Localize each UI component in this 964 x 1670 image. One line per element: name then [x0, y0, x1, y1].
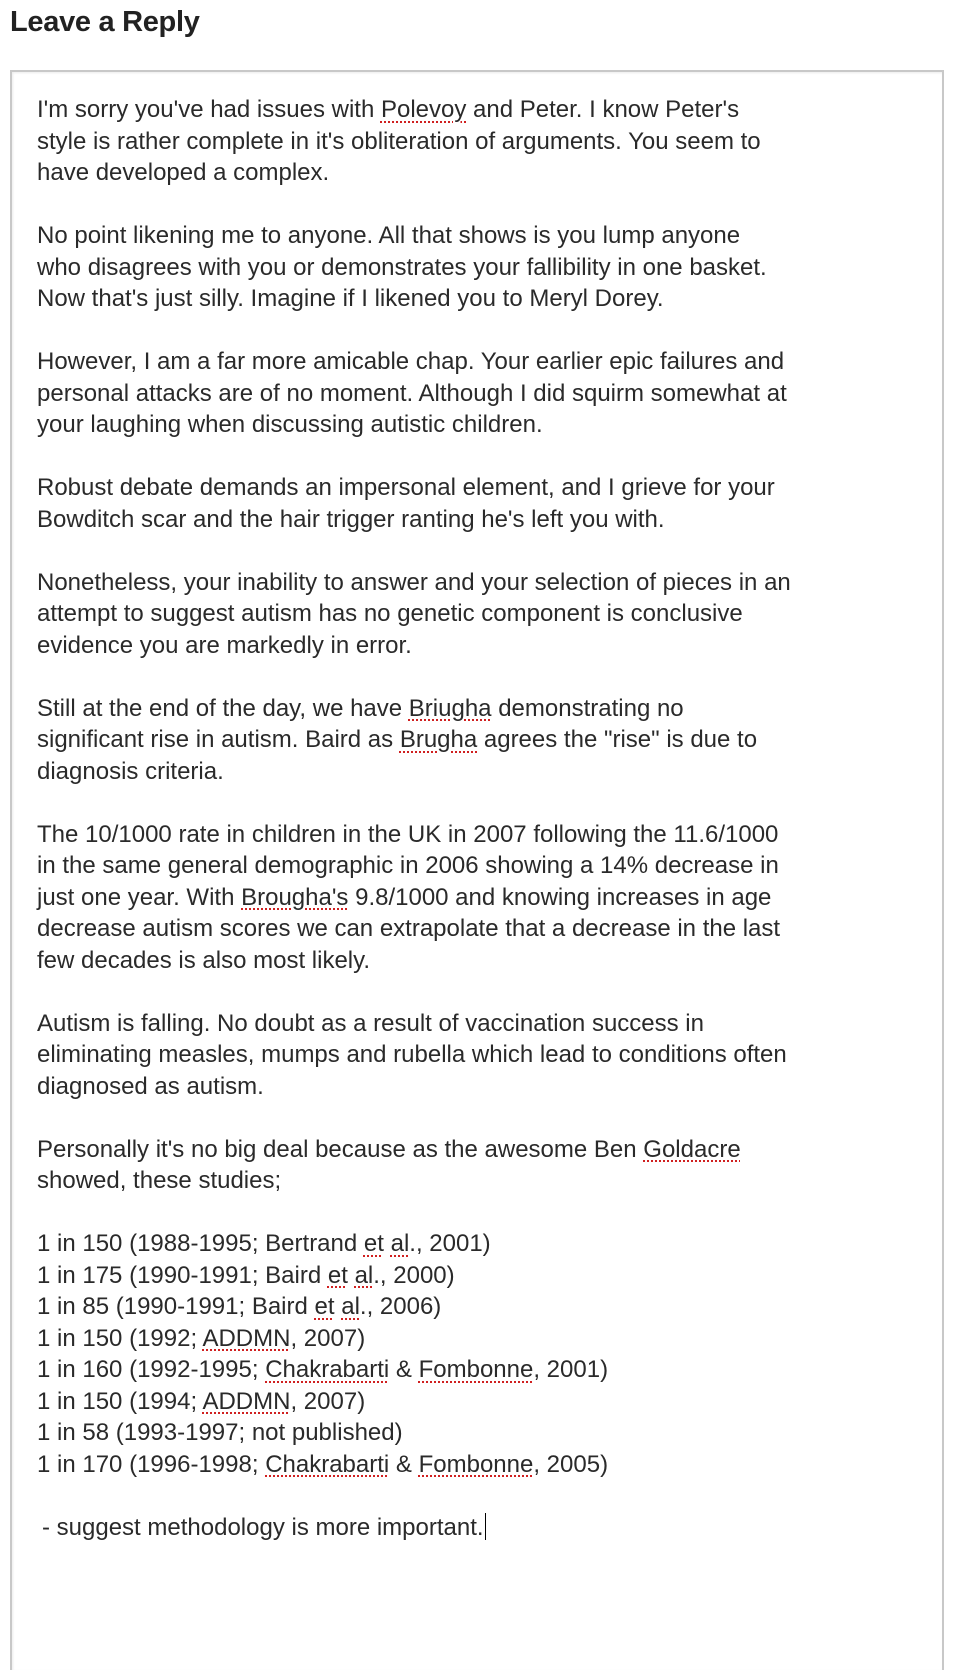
- misspelled-word: Chakrabarti: [265, 1450, 390, 1478]
- comment-paragraph: [37, 1512, 927, 1544]
- comment-text-segment: demonstrating no significant rise in autism. Baird as: [37, 694, 684, 753]
- text-cursor: [485, 1513, 486, 1540]
- misspelled-word: al: [354, 1261, 374, 1289]
- comment-paragraph: [37, 819, 927, 977]
- comment-text-segment: agrees the "rise" is due to diagnosis criteria.: [37, 726, 758, 785]
- misspelled-word: Goldacre: [643, 1135, 741, 1163]
- comment-paragraph: [37, 1008, 927, 1103]
- comment-text-segment: ., 2006) 1 in 150 (1992;: [37, 1293, 442, 1352]
- misspelled-word: Polevoy: [380, 96, 467, 123]
- comment-text-segment: I'm sorry you've had issues with: [37, 96, 381, 123]
- misspelled-word: Fombonne: [418, 1356, 534, 1383]
- comment-text-segment: , 2007) 1 in 160 (1992-1995;: [37, 1324, 366, 1383]
- comment-paragraph: [37, 346, 927, 441]
- comment-paragraph: [37, 472, 927, 535]
- comment-text-segment: - suggest methodology is more important.: [42, 1513, 484, 1541]
- misspelled-word: al: [341, 1293, 360, 1320]
- comment-paragraph: [37, 220, 927, 315]
- comment-text-segment: However, I am a far more amicable chap. Your earlier epic failures and personal attacks are of no moment. Although I did squirm somewhat at your laughing when discussing autistic children.: [37, 348, 787, 438]
- comment-textarea[interactable]: [10, 70, 944, 1670]
- misspelled-word: Chakrabarti: [265, 1356, 390, 1383]
- misspelled-word: et: [363, 1230, 384, 1257]
- comment-text-segment: 9.8/1000 and knowing increases in age decrease autism scores we can extrapolate that a decrease in the last few decades is also most likely.: [37, 883, 781, 974]
- comment-text-segment: &: [389, 1356, 419, 1383]
- comment-text-segment: 1 in 150 (1988-1995; Bertrand: [37, 1230, 364, 1257]
- comment-paragraph: [37, 94, 927, 189]
- comment-text-segment: , 2005): [533, 1450, 609, 1478]
- comment-text-segment: Still at the end of the day, we have: [37, 694, 409, 722]
- misspelled-word: ADDMN: [202, 1324, 291, 1352]
- comment-text-segment: Robust debate demands an impersonal element, and I grieve for your Bowditch scar and the hair trigger ranting he's left you with.: [37, 474, 775, 533]
- comment-text-segment: and Peter. I know Peter's style is rather complete in it's obliteration of arguments. You seem to have developed a complex.: [37, 96, 761, 186]
- misspelled-word: Fombonne: [418, 1450, 534, 1478]
- comment-paragraph: [37, 693, 927, 788]
- comment-text-segment: ., 2001) 1 in 175 (1990-1991; Baird: [37, 1230, 491, 1289]
- comment-text-segment: Nonetheless, your inability to answer and your selection of pieces in an attempt to suggest autism has no genetic component is conclusive evidence you are markedly in error.: [37, 568, 791, 659]
- comment-text-segment: [348, 1262, 355, 1289]
- misspelled-word: Brugha: [399, 726, 478, 753]
- misspelled-word: ADDMN: [202, 1387, 291, 1415]
- comment-text-segment: The 10/1000 rate in children in the UK in 2007 following the 11.6/1000 in the same general demographic in 2006 showing a 14% decrease in just one year. With: [37, 820, 779, 911]
- misspelled-word: Brougha's: [241, 883, 349, 911]
- comment-text-segment: No point likening me to anyone. All that shows is you lump anyone who disagrees with you or demonstrates your fallibility in one basket. Now that's just silly. Imagine if I likened you to Meryl Dorey.: [37, 222, 767, 312]
- misspelled-word: al: [390, 1230, 410, 1257]
- comment-paragraph: [37, 1134, 927, 1197]
- comment-text-segment: &: [389, 1450, 419, 1478]
- misspelled-word: Briugha: [408, 694, 492, 722]
- reply-heading: Leave a Reply: [10, 6, 200, 38]
- misspelled-word: et: [327, 1261, 348, 1289]
- comment-text-segment: ., 2000) 1 in 85 (1990-1991; Baird: [37, 1261, 455, 1320]
- comment-paragraph: [37, 1228, 927, 1480]
- comment-text-segment: Personally it's no big deal because as the awesome Ben: [37, 1135, 644, 1163]
- comment-text-segment: , 2007) 1 in 58 (1993-1997; not published) 1 in 170 (1996-1998;: [37, 1387, 403, 1478]
- misspelled-word: et: [314, 1293, 335, 1320]
- comment-text-segment: showed, these studies;: [37, 1167, 282, 1194]
- comment-text-segment: , 2001) 1 in 150 (1994;: [37, 1356, 609, 1415]
- comment-text-segment: [384, 1230, 391, 1257]
- comment-paragraph: [37, 567, 927, 662]
- comment-text-segment: Autism is falling. No doubt as a result of vaccination success in eliminating measles, mumps and rubella which lead to conditions often diagnosed as autism.: [37, 1009, 787, 1100]
- comment-text[interactable]: [37, 94, 927, 1543]
